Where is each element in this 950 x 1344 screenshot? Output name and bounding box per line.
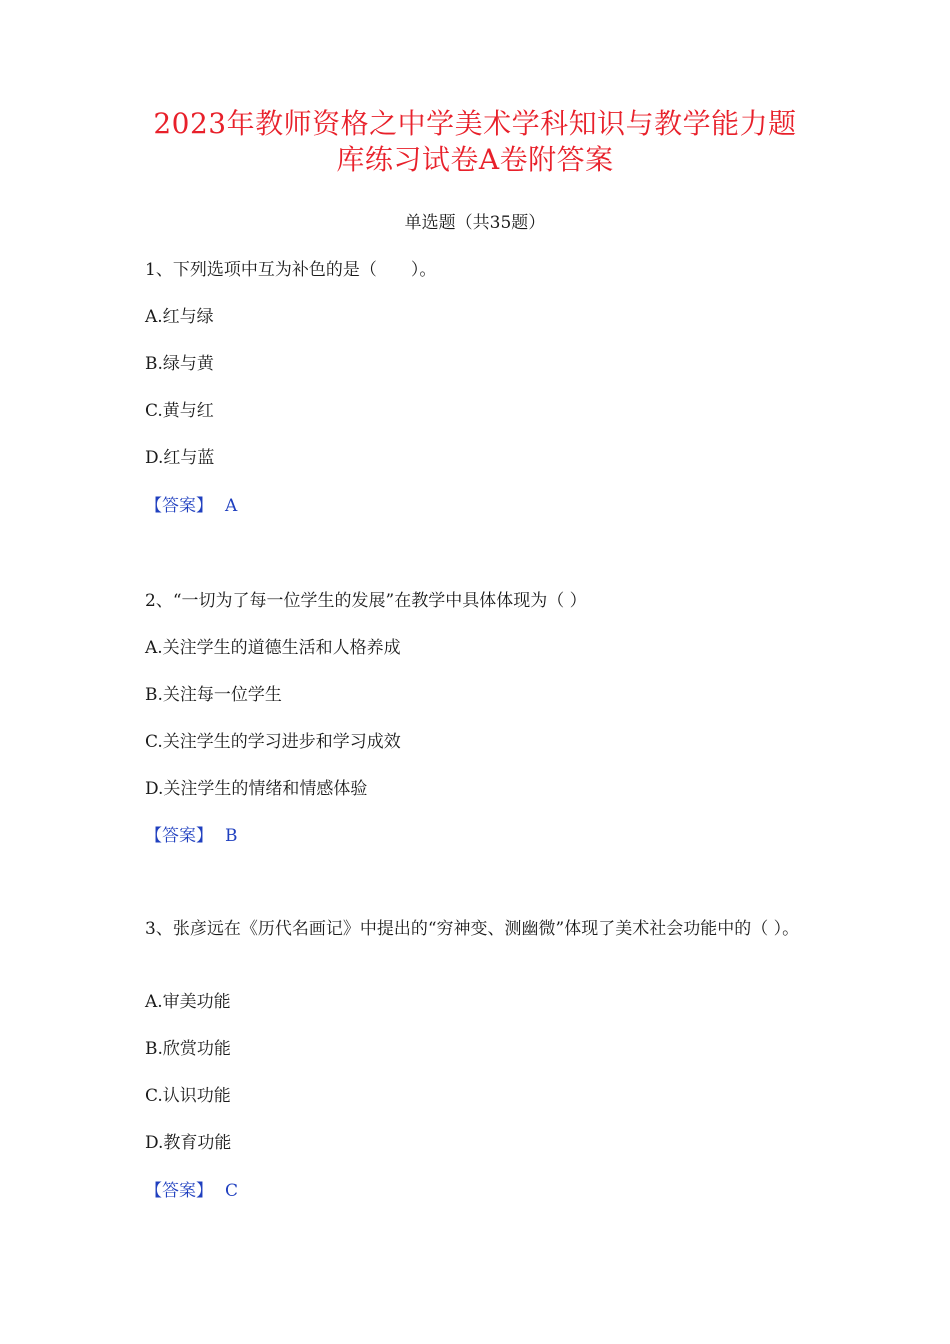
question-3-answer: [145, 1180, 238, 1202]
question-1-option-a: A.红与绿: [145, 307, 214, 327]
question-2-answer: [145, 825, 238, 847]
question-2-option-d: D.关注学生的情绪和情感体验: [145, 779, 368, 799]
answer-value: A: [225, 496, 238, 516]
answer-value: B: [225, 826, 238, 846]
document-title: [100, 106, 850, 178]
answer-label: 【答案】: [145, 496, 213, 516]
question-1-option-b: B.绿与黄: [145, 354, 214, 374]
question-3-stem: 3、张彦远在《历代名画记》中提出的“穷神变、测幽微”体现了美术社会功能中的（ ）。: [145, 919, 800, 939]
question-1-option-d: D.红与蓝: [145, 448, 215, 468]
title-line-2: 库练习试卷A卷附答案: [336, 143, 614, 176]
answer-label: 【答案】: [145, 826, 213, 846]
question-2-stem: 2、“一切为了每一位学生的发展”在教学中具体体现为（ ）: [145, 591, 587, 611]
answer-value: C: [225, 1181, 239, 1201]
question-3-option-a: A.审美功能: [145, 992, 231, 1012]
question-2-option-c: C.关注学生的学习进步和学习成效: [145, 732, 401, 752]
section-heading: 单选题（共35题）: [404, 213, 546, 233]
question-2-option-a: A.关注学生的道德生活和人格养成: [145, 638, 401, 658]
question-3-option-d: D.教育功能: [145, 1133, 232, 1153]
question-3-option-c: C.认识功能: [145, 1086, 231, 1106]
question-1-stem: 1、下列选项中互为补色的是（ ）。: [145, 260, 437, 280]
question-1-answer: [145, 495, 237, 517]
question-3-option-b: B.欣赏功能: [145, 1039, 231, 1059]
question-2-option-b: B.关注每一位学生: [145, 685, 282, 705]
answer-label: 【答案】: [145, 1181, 213, 1201]
question-1-option-c: C.黄与红: [145, 401, 214, 421]
title-line-1: 2023年教师资格之中学美术学科知识与教学能力题: [153, 107, 797, 140]
